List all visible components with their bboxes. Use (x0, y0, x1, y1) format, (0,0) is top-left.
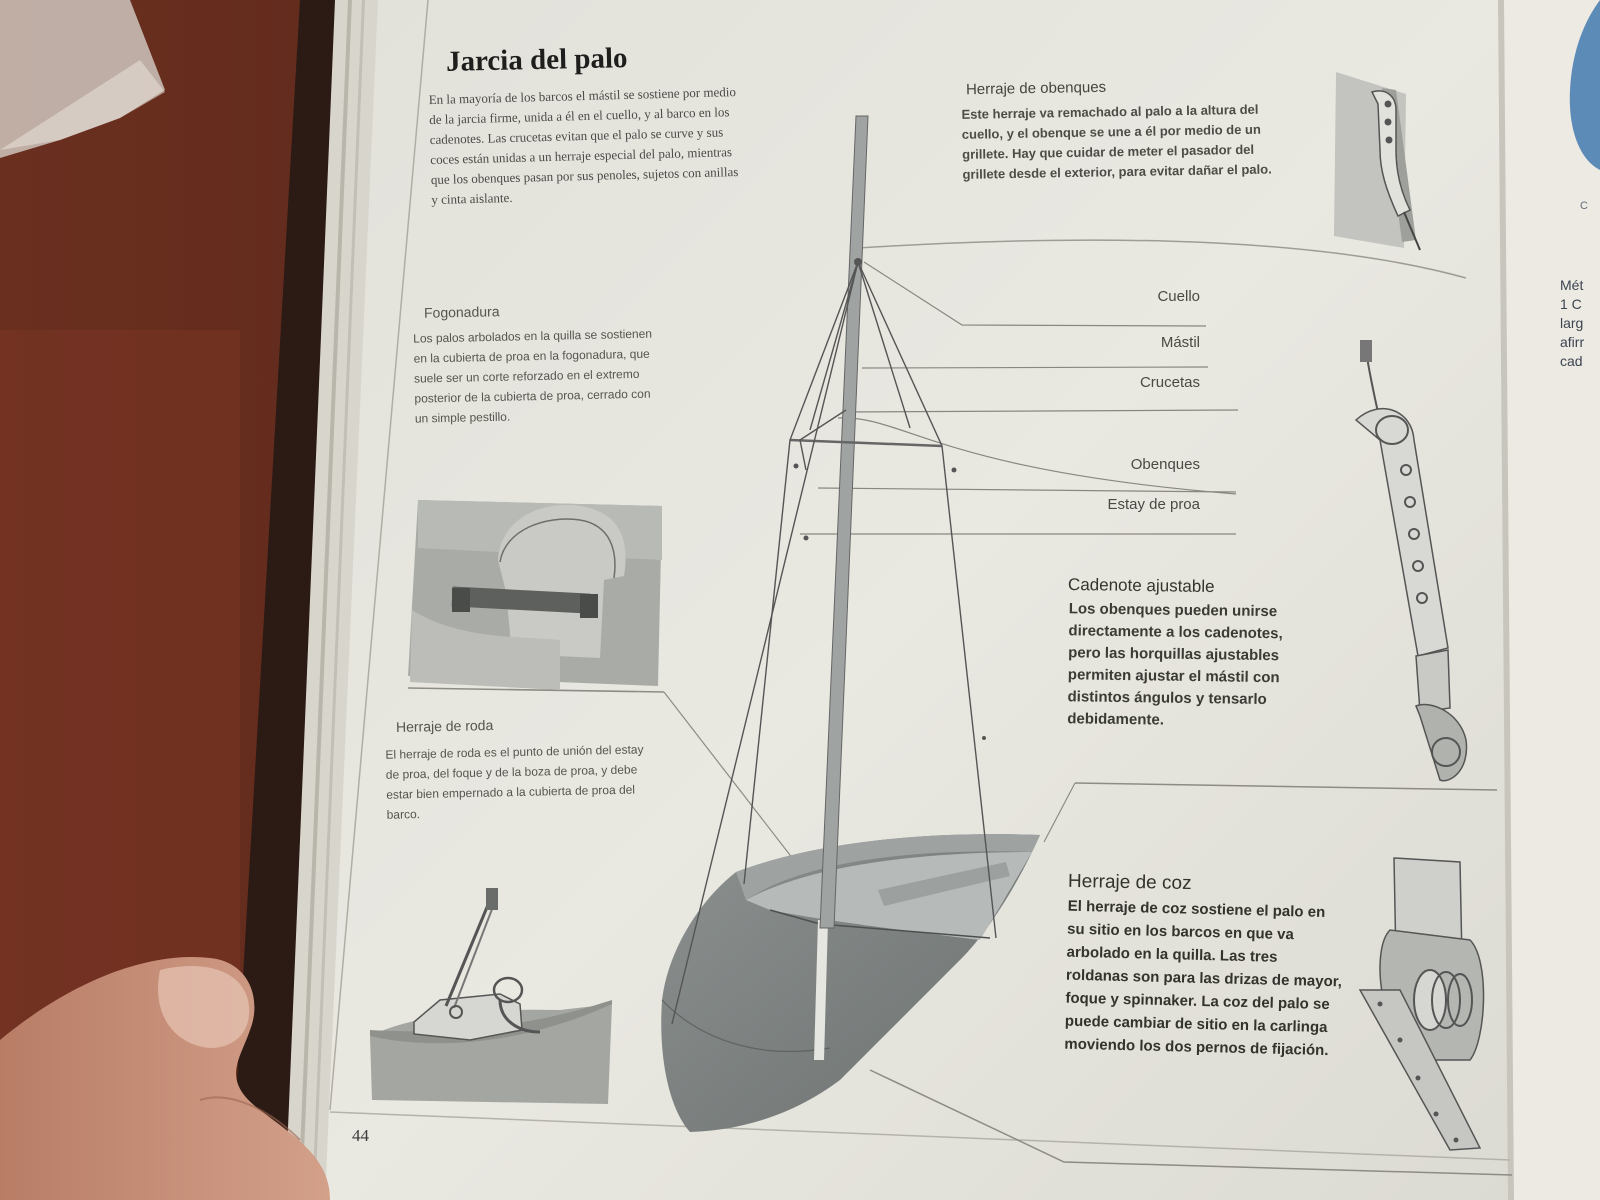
herraje-coz-body: El herraje de coz sostiene el palo en su sitio en los barcos en que va arbolado en la quilla. Las tres roldanas son para las drizas de mayor, foque y spinnaker. La coz del palo se puede cambiar de sitio en la carlinga moviendo los dos pernos de fijación. (1064, 897, 1343, 1060)
intro-paragraph: En la mayoría de los barcos el mástil se sostiene por medio de la jarcia firme, unida a él en el cuello, y al barco en los cadenotes. Las crucetas evitan que el palo se curve y sus coces están unidas a un herraje especial del palo, mientras que los obenques pasan por sus penoles, sujetos con anillas y cinta aislante. (428, 84, 739, 208)
fogonadura-body: Los palos arbolados en la quilla se sostienen en la cubierta de proa en la fogonadura, que suele ser un corte reforzado en el extremo posterior de la cubierta de proa, cerrado con un simple pestillo. (413, 326, 653, 426)
label-mastil: Mástil (1160, 334, 1200, 351)
page-number: 44 (352, 1126, 369, 1145)
right-page-caption: C (1580, 200, 1588, 212)
label-crucetas: Crucetas (1139, 374, 1200, 391)
fogonadura-heading: Fogonadura (423, 303, 500, 321)
herraje-roda-body: El herraje de roda es el punto de unión del estay de proa, del foque y de la boza de proa, y debe estar bien empernado a la cubierta de proa del barco. (385, 742, 644, 822)
herraje-roda-heading: Herraje de roda (395, 716, 494, 736)
wall-panel (0, 330, 240, 1050)
cadenote-heading: Cadenote ajustable (1067, 574, 1215, 597)
herraje-coz-heading: Herraje de coz (1067, 870, 1192, 895)
page-title: Jarcia del palo (445, 42, 628, 78)
page-right (1500, 0, 1600, 1200)
label-obenques: Obenques (1130, 456, 1200, 473)
label-cuello: Cuello (1157, 288, 1200, 305)
herraje-obenques-body: Este herraje va remachado al palo a la altura del cuello, y el obenque se une a él por medio de un grillete. Hay que cuidar de meter el pasador del grillete desde el exterior, para evitar dañar el palo. (961, 101, 1272, 182)
herraje-obenques-heading: Herraje de obenques (965, 78, 1107, 99)
label-estay-de-proa: Estay de proa (1107, 496, 1200, 513)
cadenote-body: Los obenques pueden unirse directamente a los cadenotes, pero las horquillas ajustables permiten ajustar el mástil con distintos ángulos y tensarlo debidamente. (1067, 600, 1283, 729)
right-page-fragment: Mét 1 C larg afirr cad (1560, 277, 1585, 369)
fogonadura-illustration (408, 500, 662, 690)
